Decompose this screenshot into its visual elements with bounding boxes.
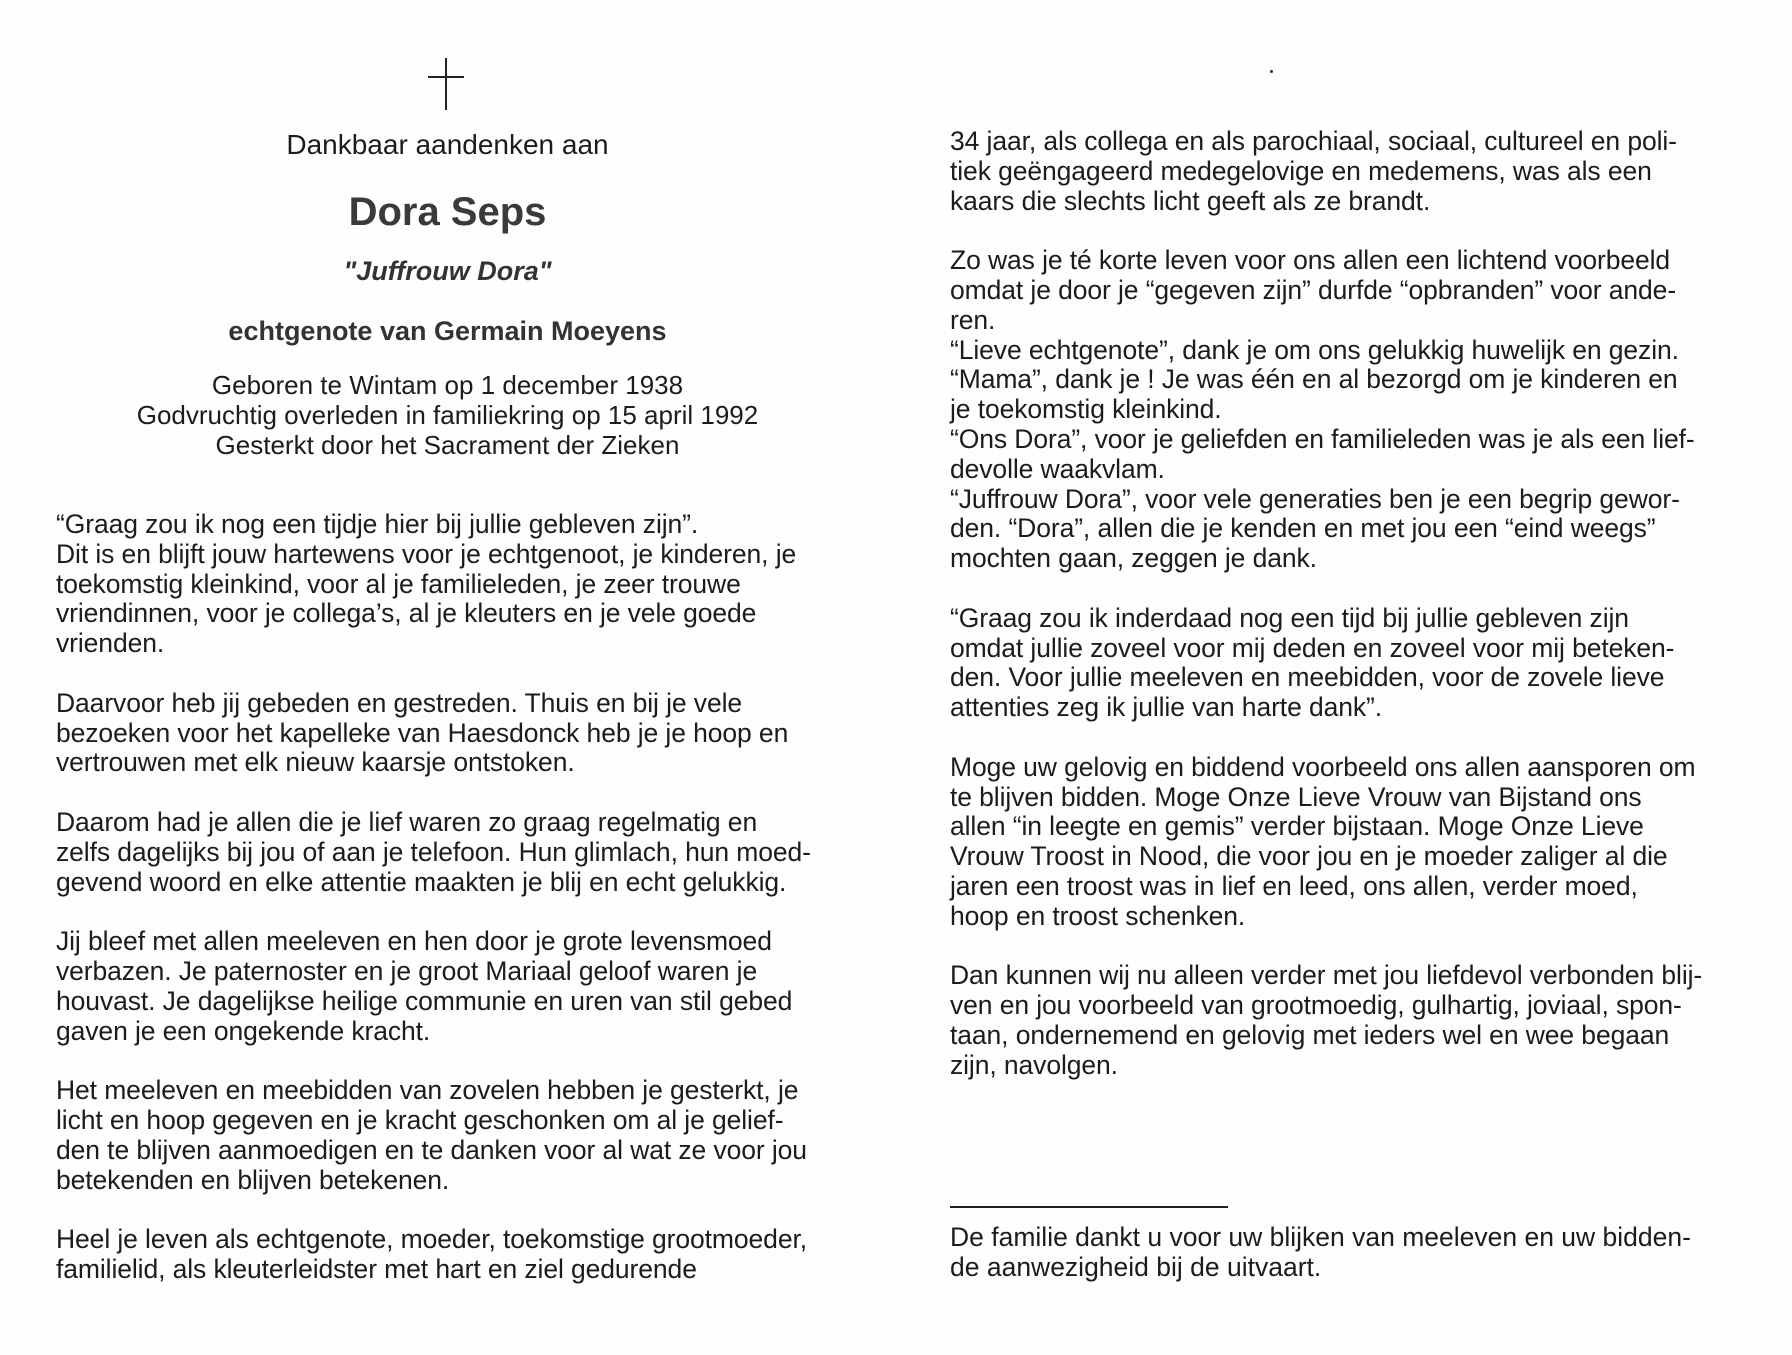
paragraph <box>950 246 1740 574</box>
birth-line: Geboren te Wintam op 1 december 1938 <box>211 370 684 400</box>
text-line: “Graag zou ik nog een tijdje hier bij jullie gebleven zijn”. <box>56 509 699 539</box>
text-line: omdat jullie zoveel voor mij deden en zoveel voor mij beteken- <box>950 632 1675 663</box>
text-line: Dan kunnen wij nu alleen verder met jou liefdevol verbonden blij- <box>950 960 1703 991</box>
death-line: Godvruchtig overleden in familiekring op 15 april 1992 <box>136 400 759 430</box>
text-line: vertrouwen met elk nieuw kaarsje ontstoken. <box>56 747 575 778</box>
paragraph <box>56 1225 856 1285</box>
text-line: Moge uw gelovig en biddend voorbeeld ons allen aansporen om <box>950 751 1696 782</box>
card-header <box>100 128 795 460</box>
text-line: attenties zeg ik jullie van harte dank”. <box>950 692 1383 723</box>
closing-thanks <box>950 1222 1750 1282</box>
text-line: verbazen. Je paternoster en je groot Mariaal geloof waren je <box>56 955 758 986</box>
closing-line: De familie dankt u voor uw blijken van meeleven en uw bidden- <box>950 1222 1691 1252</box>
right-column-text <box>950 127 1740 1110</box>
text-line: Dit is en blijft jouw hartewens voor je echtgenoot, je kinderen, je <box>56 538 797 569</box>
text-line: zijn, navolgen. <box>950 1049 1118 1080</box>
text-line: den. Voor jullie meeleven en meebidden, voor de zovele lieve <box>950 662 1665 693</box>
text-line: jaren een troost was in lief en leed, ons allen, verder moed, <box>950 870 1638 901</box>
text-line: den te blijven aanmoedigen en te danken voor al wat ze voor jou <box>56 1134 807 1165</box>
sacrament-line: Gesterkt door het Sacrament der Zieken <box>215 430 680 460</box>
paragraph <box>950 753 1740 932</box>
paragraph <box>950 604 1740 723</box>
text-line: “Lieve echtgenote”, dank je om ons gelukkig huwelijk en gezin. <box>950 334 1679 365</box>
left-column-text <box>56 510 856 1315</box>
intro-text: Dankbaar aandenken aan <box>286 129 609 160</box>
text-line: Daarom had je allen die je lief waren zo graag regelmatig en <box>56 806 758 837</box>
text-line: familielid, als kleuterleidster met hart en ziel gedurende <box>56 1253 697 1284</box>
scan-speck <box>1270 70 1273 73</box>
paragraph <box>56 1076 856 1195</box>
text-line: den. “Dora”, allen die je kenden en met jou een “eind weegs” <box>950 513 1656 544</box>
paragraph <box>56 689 856 778</box>
text-line: kaars die slechts licht geeft als ze brandt. <box>950 185 1431 216</box>
text-line: devolle waakvlam. <box>950 453 1165 484</box>
closing-line: de aanwezigheid bij de uitvaart. <box>950 1252 1322 1282</box>
text-line: Daarvoor heb jij gebeden en gestreden. Thuis en bij je vele <box>56 687 743 718</box>
deceased-name: Dora Seps <box>348 190 547 234</box>
text-line: omdat je door je “gegeven zijn” durfde “opbranden” voor ande- <box>950 274 1677 305</box>
text-line: “Mama”, dank je ! Je was één en al bezorgd om je kinderen en <box>950 364 1678 395</box>
text-line: Zo was je té korte leven voor ons allen een lichtend voorbeeld <box>950 245 1671 276</box>
text-line: zelfs dagelijks bij jou of aan je telefoon. Hun glimlach, hun moed- <box>56 836 811 867</box>
life-dates <box>100 370 795 460</box>
paragraph <box>56 510 856 659</box>
text-line: vrienden. <box>56 628 165 659</box>
text-line: ven en jou voorbeeld van grootmoedig, gulhartig, joviaal, spon- <box>950 990 1682 1021</box>
paragraph <box>950 127 1740 216</box>
text-line: bezoeken voor het kapelleke van Haesdonck heb je je hoop en <box>56 717 789 748</box>
text-line: ren. <box>950 304 996 335</box>
text-line: houvast. Je dagelijkse heilige communie en uren van stil gebed <box>56 985 793 1016</box>
text-line: tiek geëngageerd medegelovige en medemens, was als een <box>950 155 1652 186</box>
text-line: 34 jaar, als collega en als parochiaal, sociaal, cultureel en poli- <box>950 126 1677 156</box>
text-line: toekomstig kleinkind, voor al je familieleden, je zeer trouwe <box>56 568 741 599</box>
text-line: taan, ondernemend en gelovig met ieders wel en wee begaan <box>950 1019 1670 1050</box>
text-line: betekenden en blijven betekenen. <box>56 1164 450 1195</box>
text-line: je toekomstig kleinkind. <box>950 394 1222 425</box>
text-line: Jij bleef met allen meeleven en hen door je grote levensmoed <box>56 926 772 957</box>
text-line: Het meeleven en meebidden van zovelen hebben je gesterkt, je <box>56 1075 799 1106</box>
text-line: te blijven bidden. Moge Onze Lieve Vrouw van Bijstand ons <box>950 781 1642 812</box>
paragraph <box>56 808 856 897</box>
text-line: licht en hoop gegeven en je kracht geschonken om al je gelief- <box>56 1104 784 1135</box>
paragraph <box>56 927 856 1046</box>
text-line: allen “in leegte en gemis” verder bijstaan. Moge Onze Lieve <box>950 811 1644 842</box>
text-line: Heel je leven als echtgenote, moeder, toekomstige grootmoeder, <box>56 1224 807 1255</box>
text-line: vriendinnen, voor je collega’s, al je kleuters en je vele goede <box>56 598 757 629</box>
text-line: gevend woord en elke attentie maakten je blij en echt gelukkig. <box>56 866 787 897</box>
spouse-line: echtgenote van Germain Moeyens <box>228 316 667 346</box>
text-line: hoop en troost schenken. <box>950 900 1246 931</box>
divider-line <box>950 1206 1228 1208</box>
text-line: “Graag zou ik inderdaad nog een tijd bij jullie gebleven zijn <box>950 602 1629 633</box>
cross-icon <box>428 58 464 110</box>
text-line: mochten gaan, zeggen je dank. <box>950 543 1317 574</box>
text-line: “Ons Dora”, voor je geliefden en familieleden was je als een lief- <box>950 423 1695 454</box>
nickname: "Juffrouw Dora" <box>343 256 552 286</box>
text-line: gaven je een ongekende kracht. <box>56 1015 431 1046</box>
text-line: “Juffrouw Dora”, voor vele generaties ben je een begrip gewor- <box>950 483 1680 514</box>
text-line: Vrouw Troost in Nood, die voor jou en je moeder zaliger al die <box>950 841 1668 872</box>
paragraph <box>950 961 1740 1080</box>
